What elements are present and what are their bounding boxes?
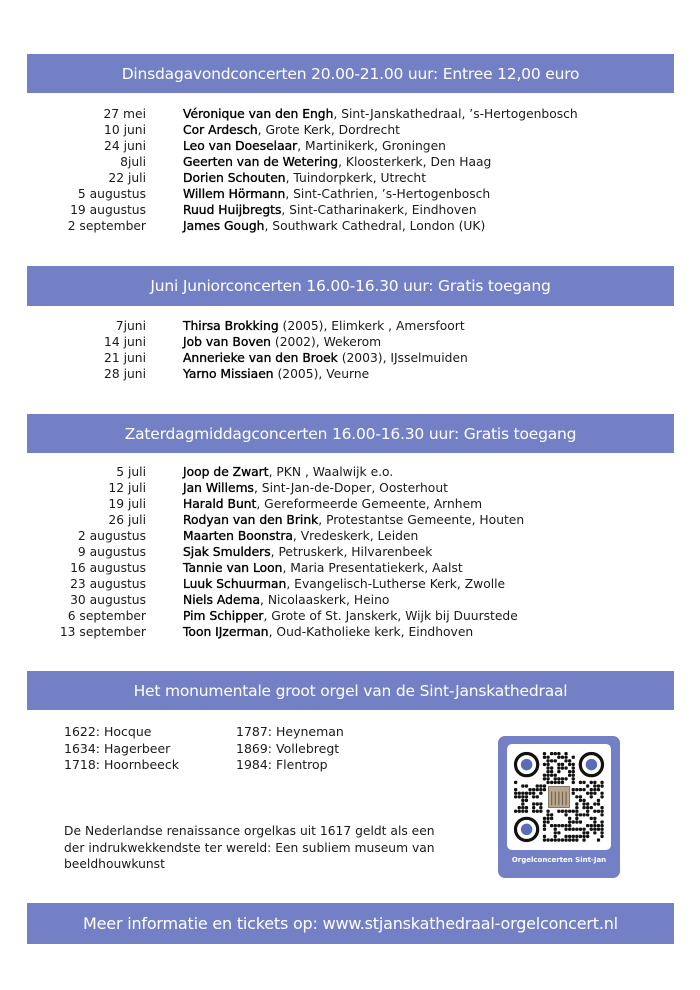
concert-date: 8juli <box>120 155 146 169</box>
list-junior <box>0 318 700 382</box>
schedule-row <box>0 350 700 366</box>
organist-name: Dorien Schouten <box>183 171 286 185</box>
concert-info <box>183 186 490 202</box>
organist-name: Yarno Missiaen <box>183 367 274 381</box>
organist-name: Sjak Smulders <box>183 545 271 559</box>
concert-info <box>183 624 473 640</box>
concert-info <box>183 464 393 480</box>
concert-info <box>183 202 477 218</box>
concert-date: 23 augustus <box>70 577 146 591</box>
organist-name: James Gough <box>183 219 265 233</box>
concert-date: 26 juli <box>108 513 146 527</box>
concert-venue: , Protestantse Gemeente, Houten <box>318 513 525 527</box>
organist-name: Véronique van den Engh <box>183 107 334 121</box>
concert-info <box>183 512 524 528</box>
concert-info <box>183 496 482 512</box>
organist-name: Luuk Schuurman <box>183 577 287 591</box>
concert-info <box>183 544 432 560</box>
schedule-row <box>0 496 700 512</box>
qr-code[interactable] <box>507 744 611 850</box>
concert-info <box>183 592 389 608</box>
organ-builder: 1869: Vollebregt <box>236 740 340 756</box>
concert-info <box>183 170 426 186</box>
concert-venue: , Martinikerk, Groningen <box>297 139 446 153</box>
organ-builder: 1634: Hagerbeer <box>64 740 171 756</box>
concert-venue: , Sint-Catharinakerk, Eindhoven <box>281 203 477 217</box>
concert-date: 2 september <box>67 219 146 233</box>
concert-venue: , Gereformeerde Gemeente, Arnhem <box>256 497 483 511</box>
concert-date: 6 september <box>67 609 146 623</box>
concert-venue: , Kloosterkerk, Den Haag <box>338 155 492 169</box>
schedule-row <box>0 218 700 234</box>
concert-date: 16 augustus <box>70 561 146 575</box>
concert-date: 24 juni <box>104 139 146 153</box>
concert-info <box>183 366 369 382</box>
organist-name: Job van Boven <box>183 335 271 349</box>
concert-date: 19 augustus <box>70 203 146 217</box>
schedule-row <box>0 318 700 334</box>
schedule-row <box>0 576 700 592</box>
concert-info <box>183 154 491 170</box>
schedule-row <box>0 122 700 138</box>
organist-name: Toon IJzerman <box>183 625 269 639</box>
concert-venue: , Grote of St. Janskerk, Wijk bij Duurstede <box>263 609 518 623</box>
concert-venue: , Sint-Jan-de-Doper, Oosterhout <box>253 481 448 495</box>
organist-name: Thirsa Brokking <box>183 319 279 333</box>
concert-info <box>183 480 448 496</box>
list-dinsdag <box>0 106 700 234</box>
organist-name: Joop de Zwart <box>183 465 269 479</box>
organ-builders-right <box>236 724 344 774</box>
concert-venue: (2005), Veurne <box>273 367 370 381</box>
concert-venue: , Tuindorpkerk, Utrecht <box>285 171 427 185</box>
concert-venue: , Evangelisch-Lutherse Kerk, Zwolle <box>286 577 506 591</box>
concert-info <box>183 334 381 350</box>
concert-venue: , Southwark Cathedral, London (UK) <box>264 219 486 233</box>
organist-name: Jan Willems <box>183 481 254 495</box>
organ-builder: 1622: Hocque <box>64 724 152 739</box>
organ-builders-left <box>64 724 179 774</box>
concert-date: 9 augustus <box>77 545 146 559</box>
concert-date: 5 juli <box>116 465 146 479</box>
concert-date: 27 mei <box>103 107 146 121</box>
section-title-orgel: Het monumentale groot orgel van de Sint-Janskathedraal <box>27 671 674 710</box>
concert-info <box>183 608 518 624</box>
organist-name: Annerieke van den Broek <box>183 351 338 365</box>
concert-info <box>183 218 485 234</box>
schedule-row <box>0 592 700 608</box>
schedule-row <box>0 138 700 154</box>
schedule-row <box>0 608 700 624</box>
schedule-row <box>0 202 700 218</box>
organist-name: Cor Ardesch <box>183 123 258 137</box>
schedule-row <box>0 560 700 576</box>
qr-code-card[interactable] <box>498 736 620 878</box>
organist-name: Willem Hörmann <box>183 187 286 201</box>
qr-caption: Orgelconcerten Sint-Jan <box>511 856 607 864</box>
section-title-dinsdag: Dinsdagavondconcerten 20.00-21.00 uur: Entree 12,00 euro <box>27 54 674 93</box>
concert-info <box>183 528 418 544</box>
concert-venue: , Nicolaaskerk, Heino <box>260 593 390 607</box>
schedule-row <box>0 544 700 560</box>
concert-info <box>183 350 468 366</box>
concert-venue: , Oud-Katholieke kerk, Eindhoven <box>268 625 474 639</box>
organist-name: Leo van Doeselaar <box>183 139 298 153</box>
organist-name: Rodyan van den Brink <box>183 513 319 527</box>
concert-date: 22 juli <box>108 171 146 185</box>
organist-name: Niels Adema <box>183 593 260 607</box>
concert-date: 13 september <box>59 625 146 639</box>
concert-info <box>183 122 400 138</box>
section-title-junior: Juni Juniorconcerten 16.00-16.30 uur: Gratis toegang <box>27 266 674 306</box>
concert-date: 12 juli <box>108 481 146 495</box>
concert-date: 2 augustus <box>77 529 146 543</box>
concert-venue: , Petruskerk, Hilvarenbeek <box>270 545 433 559</box>
concert-date: 30 augustus <box>70 593 146 607</box>
concert-info <box>183 576 505 592</box>
concert-date: 10 juni <box>104 123 146 137</box>
schedule-row <box>0 170 700 186</box>
concert-info <box>183 318 465 334</box>
organist-name: Geerten van de Wetering <box>183 155 339 169</box>
organist-name: Harald Bunt <box>183 497 257 511</box>
concert-venue: , Vredeskerk, Leiden <box>292 529 419 543</box>
concert-venue: , Grote Kerk, Dordrecht <box>257 123 400 137</box>
organist-name: Maarten Boonstra <box>183 529 293 543</box>
concert-date: 7juni <box>115 319 146 333</box>
organ-builder: 1984: Flentrop <box>236 757 328 772</box>
section-title-zaterdag: Zaterdagmiddagconcerten 16.00-16.30 uur: Gratis toegang <box>27 414 674 453</box>
schedule-row <box>0 528 700 544</box>
schedule-row <box>0 366 700 382</box>
footer-info-banner[interactable]: Meer informatie en tickets op: www.stjanskathedraal-orgelconcert.nl <box>27 903 674 944</box>
organ-builder: 1787: Heyneman <box>236 724 344 739</box>
concert-venue: (2002), Wekerom <box>270 335 382 349</box>
organist-name: Pim Schipper <box>183 609 264 623</box>
concert-venue: , Maria Presentatiekerk, Aalst <box>282 561 463 575</box>
concert-venue: (2005), Elimkerk , Amersfoort <box>278 319 465 333</box>
concert-date: 28 juni <box>104 367 146 381</box>
concert-date: 14 juni <box>104 335 146 349</box>
organ-builder: 1718: Hoornbeeck <box>64 757 179 772</box>
concert-info <box>183 106 578 122</box>
schedule-row <box>0 624 700 640</box>
list-zaterdag <box>0 464 700 640</box>
concert-venue: (2003), IJsselmuiden <box>337 351 468 365</box>
schedule-row <box>0 464 700 480</box>
qr-code-icon <box>507 744 611 850</box>
concert-venue: , PKN , Waalwijk e.o. <box>268 465 394 479</box>
schedule-row <box>0 106 700 122</box>
schedule-row <box>0 480 700 496</box>
concert-info <box>183 560 463 576</box>
organist-name: Ruud Huijbregts <box>183 203 282 217</box>
concert-info <box>183 138 446 154</box>
schedule-row <box>0 186 700 202</box>
concert-date: 19 juli <box>108 497 146 511</box>
schedule-row <box>0 334 700 350</box>
concert-date: 21 juni <box>104 351 146 365</box>
organist-name: Tannie van Loon <box>183 561 283 575</box>
concert-venue: , Sint-Janskathedraal, ’s-Hertogenbosch <box>333 107 578 121</box>
schedule-row <box>0 154 700 170</box>
organ-description: De Nederlandse renaissance orgelkas uit 1617 geldt als een der indrukwekkendste ter wereld: Een subliem museum van beeldhouwkunst <box>64 824 435 871</box>
concert-venue: , Sint-Cathrien, ’s-Hertogenbosch <box>285 187 491 201</box>
schedule-row <box>0 512 700 528</box>
concert-date: 5 augustus <box>77 187 146 201</box>
